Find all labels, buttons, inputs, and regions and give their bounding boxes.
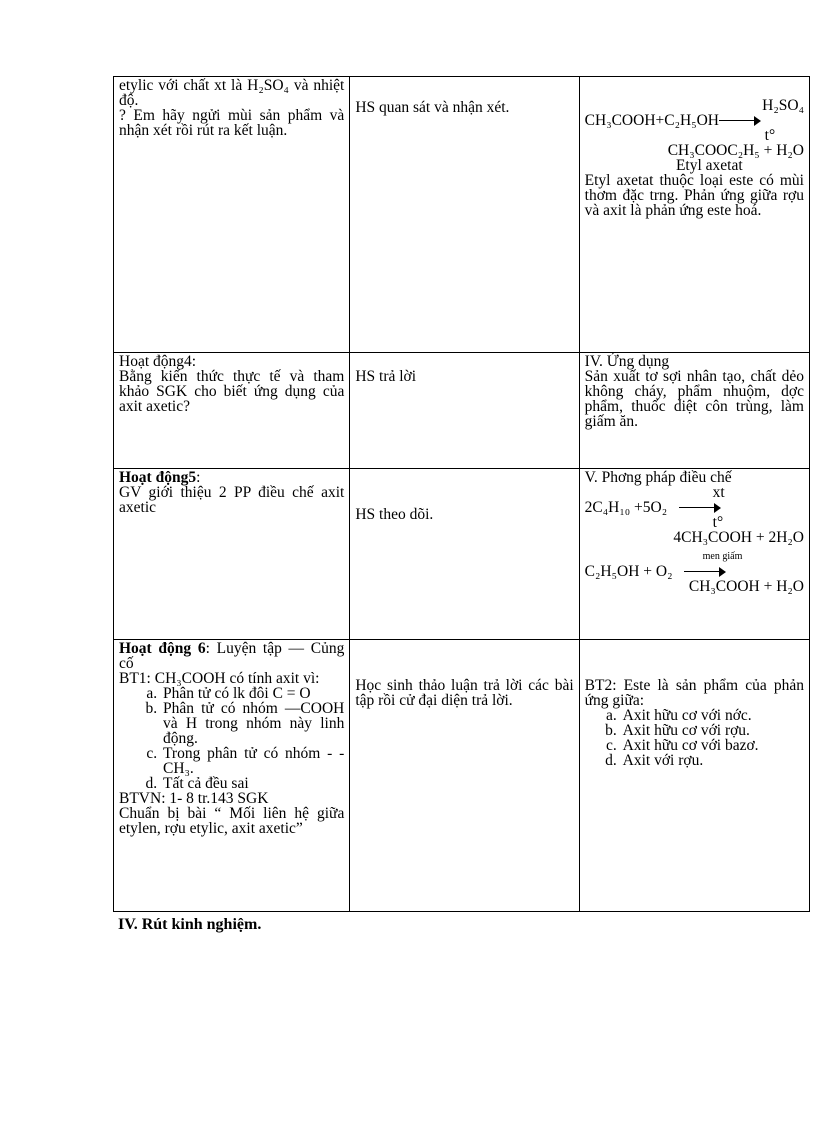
table-row — [114, 640, 810, 912]
eq1-line — [585, 500, 804, 515]
content-cell — [579, 353, 809, 469]
eq2-condition-top: men giấm — [702, 551, 743, 562]
eq1-reactants: 2C₄H₁₀ +5O₂ — [584, 499, 668, 516]
reaction-products: CH₃COOC₂H₅ + H₂O — [667, 142, 804, 159]
table-row — [114, 469, 810, 640]
list-item: a. Axit hữu cơ với nớc. — [621, 708, 804, 723]
reaction-condition-bottom: t° — [764, 127, 776, 144]
list-item: c. Axit hữu cơ với bazơ. — [621, 738, 804, 753]
lesson-table — [113, 76, 810, 912]
eq1-condition-bottom: t° — [712, 514, 724, 531]
teacher-cell — [114, 77, 350, 353]
teacher-text: GV giới thiệu 2 PP điều chế axit axetic — [119, 484, 345, 516]
list-item: d. Tất cả đều sai — [161, 776, 344, 791]
arrow-icon — [719, 116, 761, 126]
teacher-cell — [114, 469, 350, 640]
eq2-products: CH₃COOH + H₂O — [688, 578, 804, 595]
reactants: CH₃COOH+C₂H₅OH — [584, 112, 719, 129]
teacher-text: Bằng kiến thức thực tế và tham khảo SGK cho biết ứng dụng của axit axetic? — [119, 368, 345, 415]
arrow-icon — [679, 503, 721, 513]
eq1-condition-top: xt — [712, 484, 725, 501]
activity-title: Hoạt động4: — [119, 353, 197, 370]
homework: BTVN: 1- 8 tr.143 SGK — [119, 790, 269, 807]
content-cell — [579, 640, 809, 912]
teacher-cell — [114, 640, 350, 912]
teacher-question: ? Em hãy ngửi mùi sản phẩm và nhận xét rồi rút ra kết luận. — [119, 107, 345, 139]
activity-title-colon: : — [196, 469, 201, 486]
content-text: Sản xuất tơ sợi nhân tạo, chất dẻo không cháy, phẩm nhuộm, dợc phẩm, thuốc diệt côn trùng, làm giấm ăn. — [584, 368, 804, 430]
section-heading: IV. Rút kinh nghiệm. — [118, 916, 262, 933]
product-name: Etyl axetat — [675, 157, 743, 174]
activity-title-rest: : Luyện tập — Củng cố — [119, 640, 345, 672]
student-cell — [350, 469, 579, 640]
student-text: HS theo dõi. — [355, 506, 434, 523]
section-title: V. Phơng pháp điều chế — [584, 469, 732, 486]
table-row — [114, 353, 810, 469]
list-item: a. Phân tử có lk đôi C = O — [161, 686, 344, 701]
eq2-line — [585, 564, 804, 579]
reaction-line — [585, 113, 804, 128]
list-item: b. Phân tử có nhóm —COOH và H trong nhóm này linh động. — [161, 701, 344, 746]
activity-title: Hoạt động5 — [119, 469, 197, 486]
bt2-options — [585, 708, 804, 768]
activity-title-line — [119, 470, 344, 485]
content-cell — [579, 77, 809, 353]
reaction-condition-top: H₂SO₄ — [762, 97, 804, 114]
bt1-question: BT1: CH₃COOH có tính axit vì: — [119, 670, 320, 687]
list-item: c. Trong phân tử có nhóm - - CH₃. — [161, 746, 344, 776]
bt1-options — [119, 686, 344, 791]
list-item: d. Axit với rợu. — [621, 753, 804, 768]
student-text: HS quan sát và nhận xét. — [355, 99, 510, 116]
content-text: Etyl axetat thuộc loại este có mùi thơm đặc trng. Phản ứng giữa rợu và axit là phản ứng este hoá. — [584, 172, 804, 219]
teacher-text: etylic với chất xt là H₂SO₄ và nhiệt độ. — [119, 77, 345, 109]
list-item: b. Axit hữu cơ với rợu. — [621, 723, 804, 738]
teacher-cell — [114, 353, 350, 469]
student-text: HS trả lời — [355, 368, 417, 385]
arrow-icon — [684, 567, 726, 577]
activity-title-line — [119, 641, 344, 671]
table-row — [114, 77, 810, 353]
section-title: IV. Ứng dụng — [584, 353, 670, 370]
activity-title: Hoạt động 6 — [119, 640, 206, 657]
content-cell — [579, 469, 809, 640]
preparation: Chuẩn bị bài “ Mối liên hệ giữa etylen, rợu etylic, axit axetic” — [119, 805, 345, 837]
student-cell — [350, 640, 579, 912]
student-cell — [350, 77, 579, 353]
eq1-products: 4CH₃COOH + 2H₂O — [673, 529, 804, 546]
eq2-reactants: C₂H₅OH + O₂ — [584, 563, 673, 580]
student-cell — [350, 353, 579, 469]
bt2-question: BT2: Este là sản phẩm của phản ứng giữa: — [584, 677, 804, 709]
student-text: Học sinh thảo luận trả lời các bài tập rồi cử đại diện trả lời. — [355, 677, 574, 709]
